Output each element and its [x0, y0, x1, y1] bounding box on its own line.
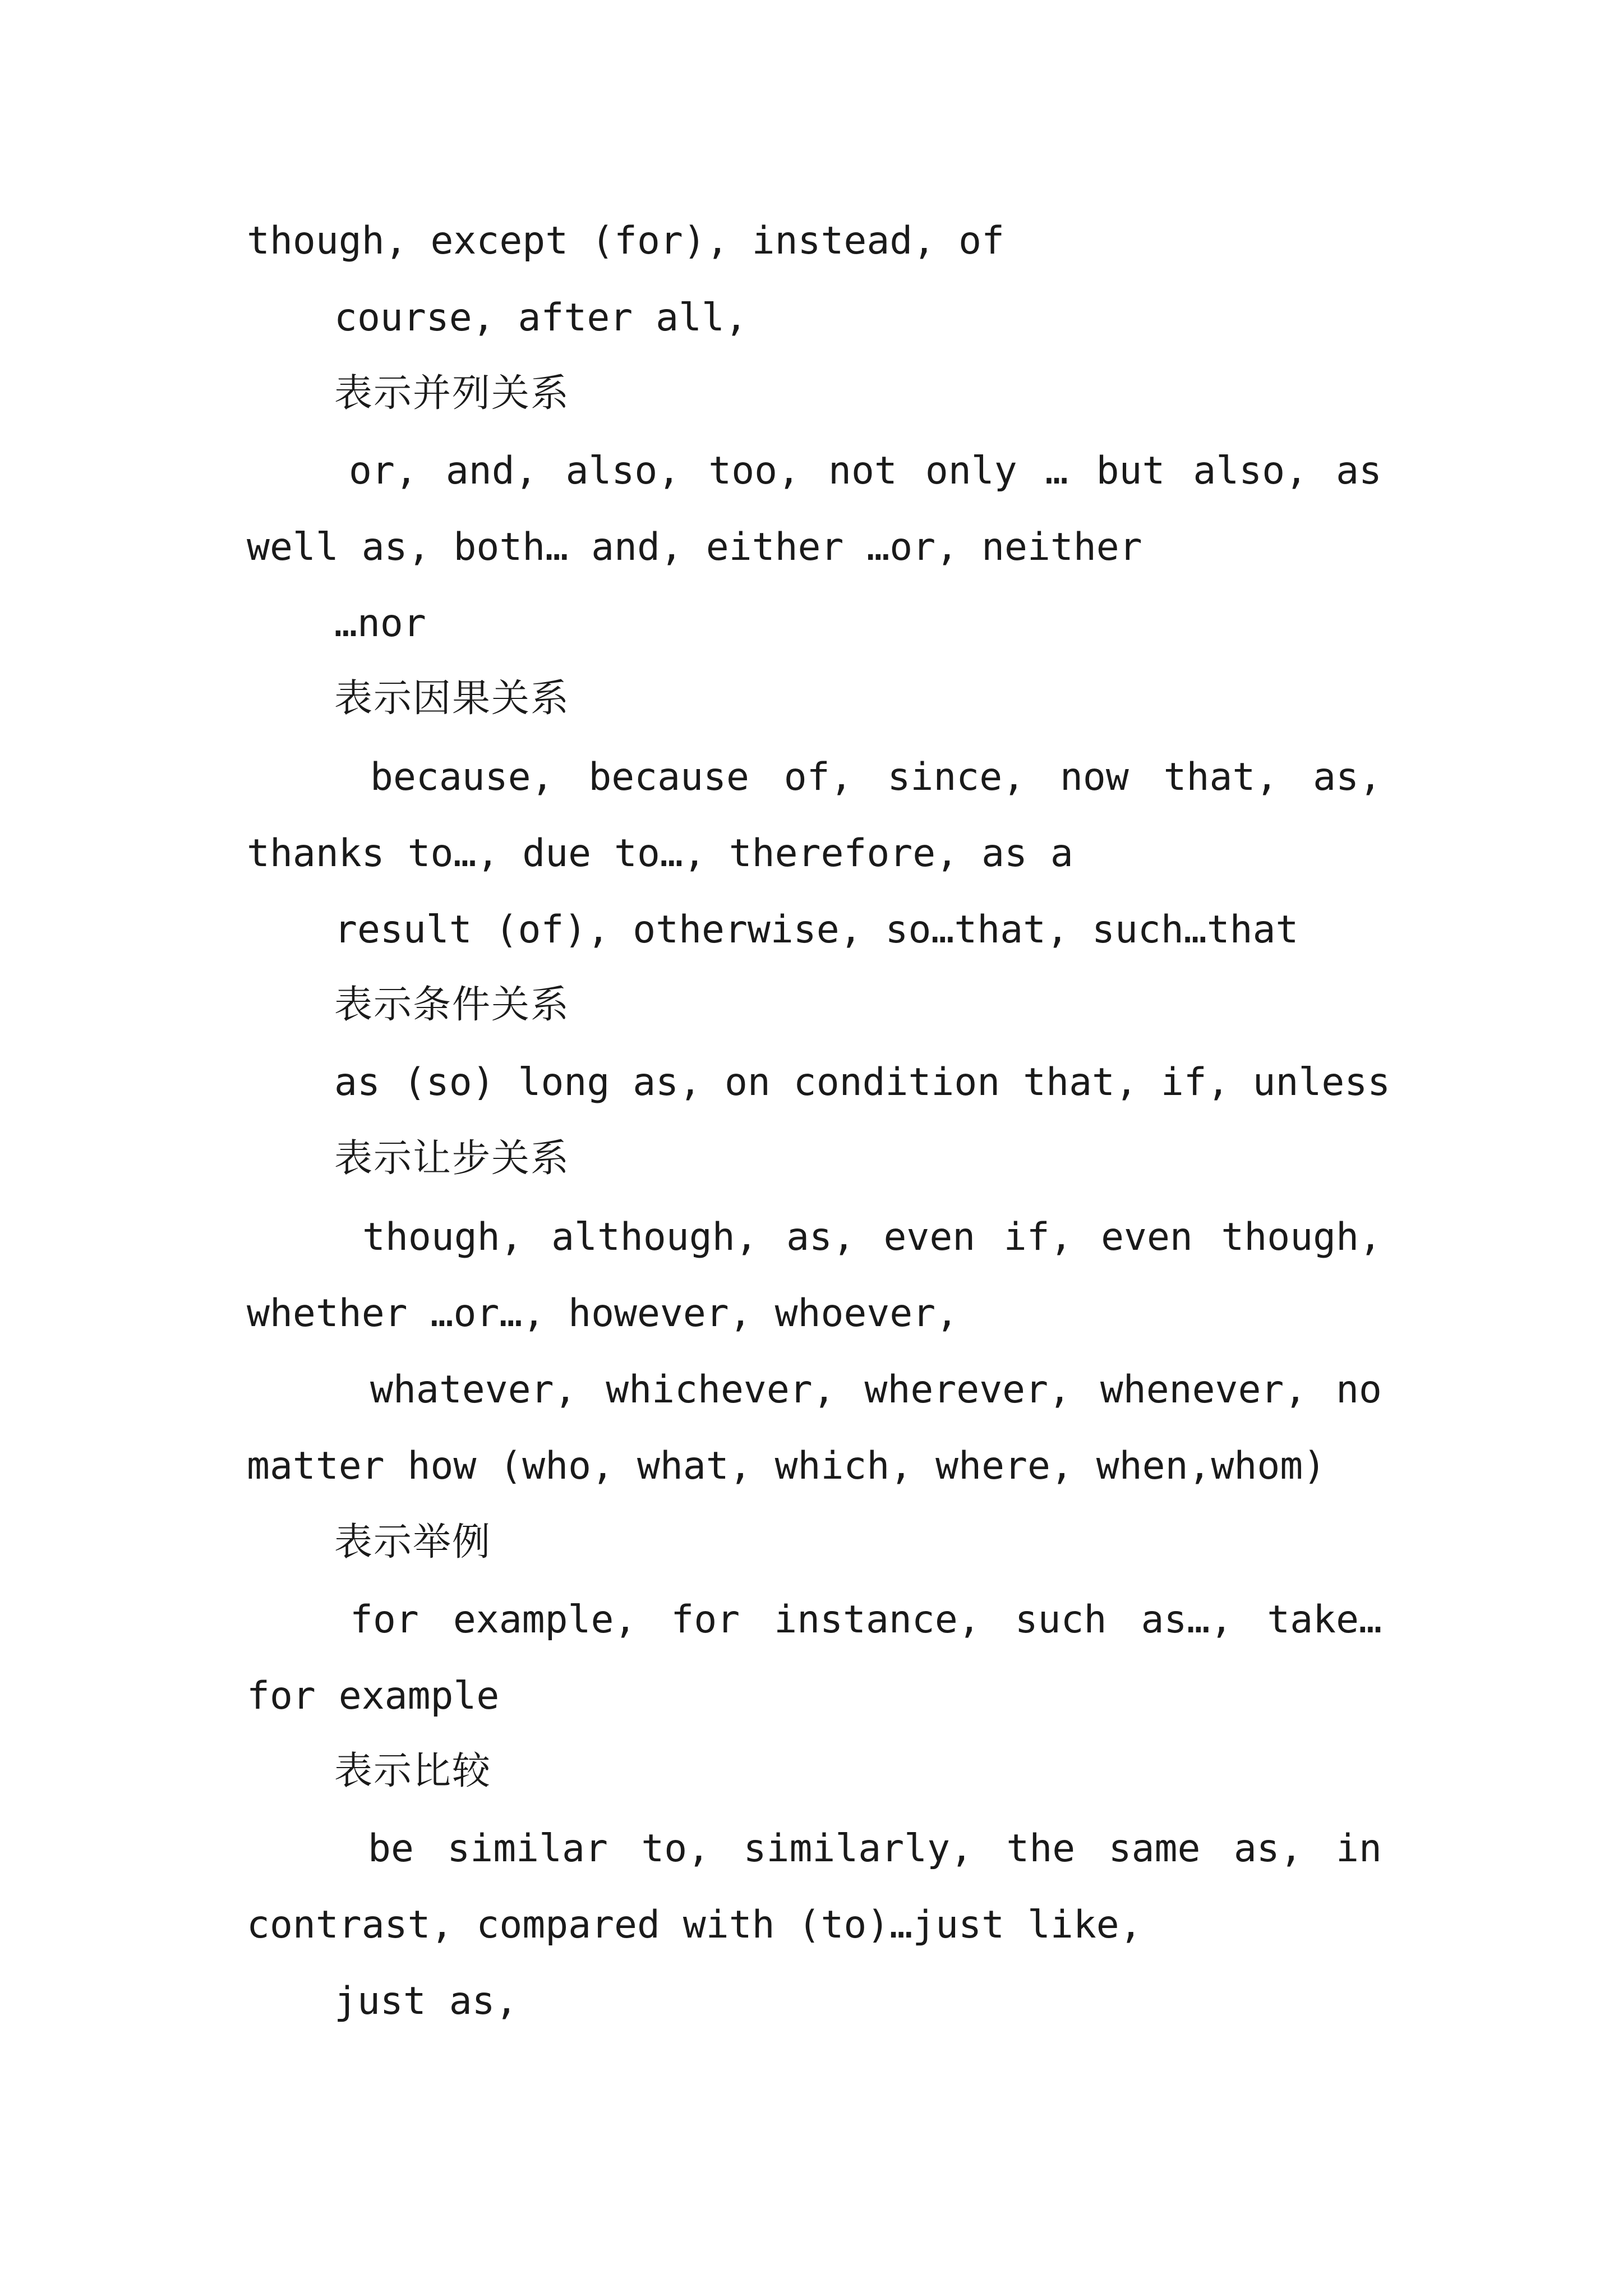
section-heading-condition: 表示条件关系	[334, 983, 570, 1027]
text-line-9: thanks to…, due to…, therefore, as a	[247, 831, 1073, 876]
section-heading-concession: 表示让步关系	[334, 1137, 570, 1181]
text-line-14: though, although, as, even if, even though,	[362, 1215, 1382, 1259]
section-heading-comparison: 表示比较	[334, 1749, 492, 1793]
text-line-22: be similar to, similarly, the same as, in	[368, 1826, 1382, 1871]
section-heading-examples: 表示举例	[334, 1520, 492, 1565]
text-line-8: because, because of, since, now that, as,	[370, 755, 1382, 799]
text-line-19: for example, for instance, such as…, take…	[350, 1598, 1382, 1642]
text-line-15: whether …or…, however, whoever,	[247, 1291, 959, 1336]
section-heading-causality: 表示因果关系	[334, 677, 570, 721]
text-line-6: …nor	[334, 601, 426, 646]
text-line-4: or, and, also, too, not only … but also, as	[349, 449, 1382, 493]
text-line-10: result (of), otherwise, so…that, such…that	[334, 908, 1299, 952]
text-line-1: though, except (for), instead, of	[247, 219, 1005, 263]
text-line-16: whatever, whichever, wherever, whenever, no	[370, 1368, 1382, 1412]
text-line-24: just as,	[334, 1979, 518, 2023]
text-line-17: matter how (who, what, which, where, when,whom)	[247, 1444, 1326, 1488]
text-line-2: course, after all,	[334, 296, 748, 340]
text-line-23: contrast, compared with (to)…just like,	[247, 1903, 1142, 1947]
section-heading-coordination: 表示并列关系	[334, 371, 570, 416]
text-line-12: as (so) long as, on condition that, if, unless	[334, 1060, 1391, 1105]
text-line-5: well as, both… and, either …or, neither	[247, 525, 1142, 569]
text-line-20: for example	[247, 1674, 500, 1718]
